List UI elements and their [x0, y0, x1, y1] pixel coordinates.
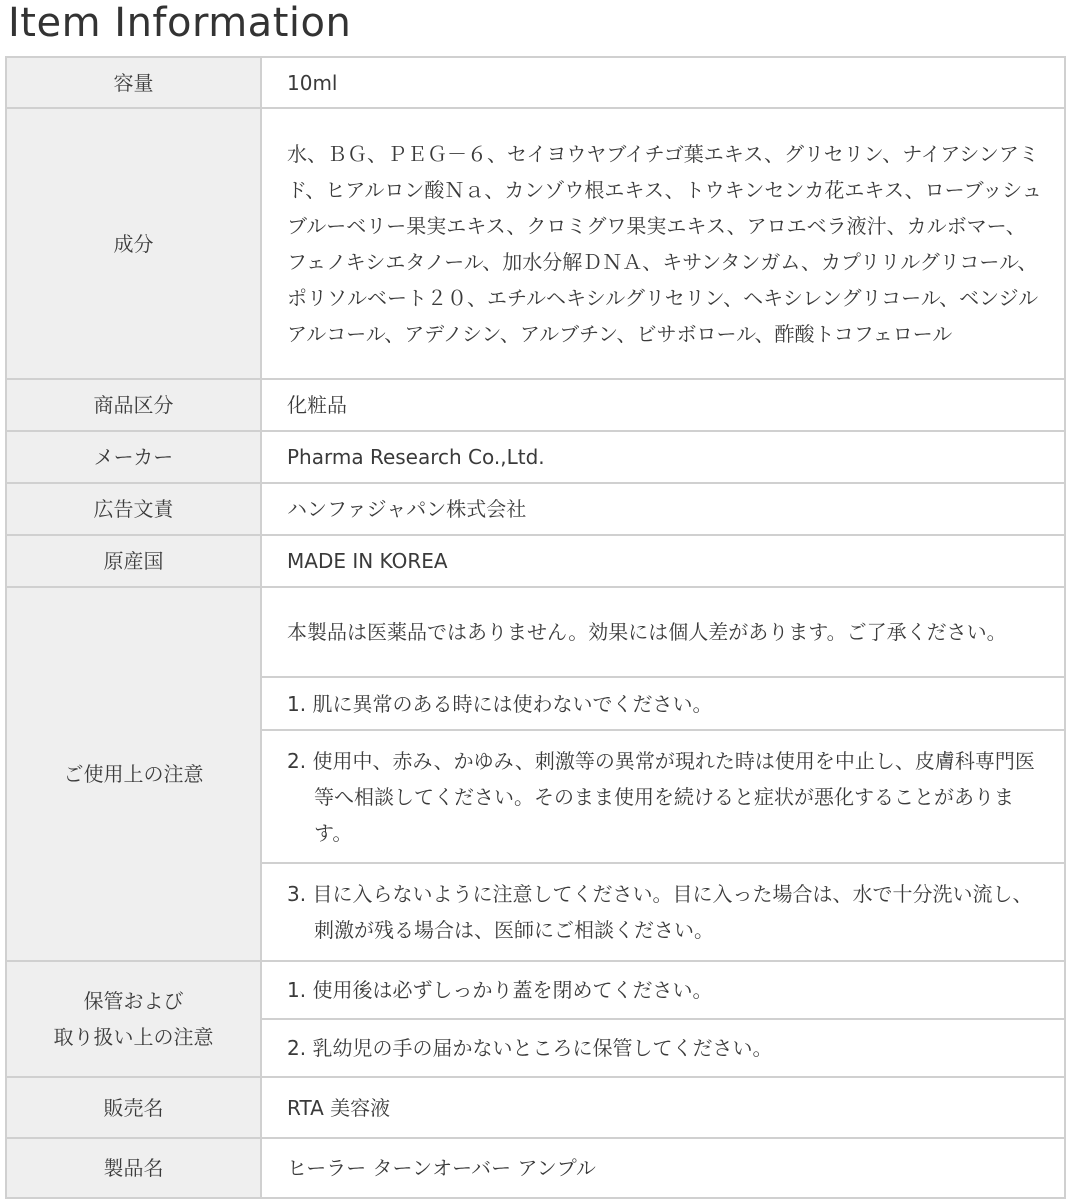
row-origin: [6, 535, 1065, 587]
row-maker: [6, 431, 1065, 483]
value-sales-name: RTA 美容液: [261, 1077, 1065, 1138]
label-capacity: 容量: [6, 57, 261, 108]
row-storage-cautions: [6, 961, 1065, 1077]
label-storage-line2: 取り扱い上の注意: [53, 1025, 214, 1049]
item-info-table: [5, 56, 1066, 1199]
row-usage-cautions: [6, 587, 1065, 961]
value-usage-cautions: [261, 587, 1065, 961]
page-title: Item Information: [8, 0, 352, 46]
usage-caution-item: [262, 588, 1064, 678]
usage-caution-item: [262, 731, 1064, 864]
value-product-name: ヒーラー ターンオーバー アンプル: [261, 1138, 1065, 1198]
label-storage-cautions: [6, 961, 261, 1077]
label-origin: 原産国: [6, 535, 261, 587]
label-usage-cautions: ご使用上の注意: [6, 587, 261, 961]
value-capacity: 10ml: [261, 57, 1065, 108]
row-product-name: [6, 1138, 1065, 1198]
row-advertiser: [6, 483, 1065, 535]
label-sales-name: 販売名: [6, 1077, 261, 1138]
label-advertiser: 広告文責: [6, 483, 261, 535]
row-capacity: [6, 57, 1065, 108]
value-advertiser: ハンファジャパン株式会社: [261, 483, 1065, 535]
usage-caution-text: 本製品は医薬品ではありません。効果には個人差があります。ご了承ください。: [287, 620, 1007, 644]
usage-caution-text: 2. 使用中、赤み、かゆみ、刺激等の異常が現れた時は使用を中止し、皮膚科専門医等へ相談してください。そのまま使用を続けると症状が悪化することがあります。: [287, 748, 1035, 845]
value-category: 化粧品: [261, 379, 1065, 431]
storage-caution-text: 2. 乳幼児の手の届かないところに保管してください。: [287, 1036, 773, 1060]
label-ingredients: 成分: [6, 108, 261, 379]
value-storage-cautions: [261, 961, 1065, 1077]
label-storage-line1: 保管および: [83, 989, 184, 1013]
label-maker: メーカー: [6, 431, 261, 483]
usage-caution-text: 1. 肌に異常のある時には使わないでください。: [287, 691, 713, 716]
row-sales-name: [6, 1077, 1065, 1138]
usage-caution-item: [262, 678, 1064, 731]
usage-caution-text: 3. 目に入らないように注意してください。目に入った場合は、水で十分洗い流し、刺激が残る場合は、医師にご相談ください。: [287, 882, 1033, 942]
row-category: [6, 379, 1065, 431]
label-category: 商品区分: [6, 379, 261, 431]
row-ingredients: [6, 108, 1065, 379]
storage-caution-text: 1. 使用後は必ずしっかり蓋を閉めてください。: [287, 978, 713, 1002]
storage-caution-item: [262, 962, 1064, 1020]
value-origin: MADE IN KOREA: [261, 535, 1065, 587]
storage-caution-item: [262, 1020, 1064, 1076]
usage-caution-item: [262, 864, 1064, 960]
value-maker: Pharma Research Co.,Ltd.: [261, 431, 1065, 483]
label-product-name: 製品名: [6, 1138, 261, 1198]
value-ingredients: 水、ＢＧ、ＰＥＧ－６、セイヨウヤブイチゴ葉エキス、グリセリン、ナイアシンアミド、ヒアルロン酸Ｎａ、カンゾウ根エキス、トウキンセンカ花エキス、ローブッシュブルーベリー果実エキス、クロミグワ果実エキス、アロエベラ液汁、カルボマー、フェノキシエタノール、加水分解ＤＮＡ、キサンタンガム、カプリリルグリコール、ポリソルベート２０、エチルヘキシルグリセリン、ヘキシレングリコール、ベンジルアルコール、アデノシン、アルブチン、ビサボロール、酢酸トコフェロール: [261, 108, 1065, 379]
